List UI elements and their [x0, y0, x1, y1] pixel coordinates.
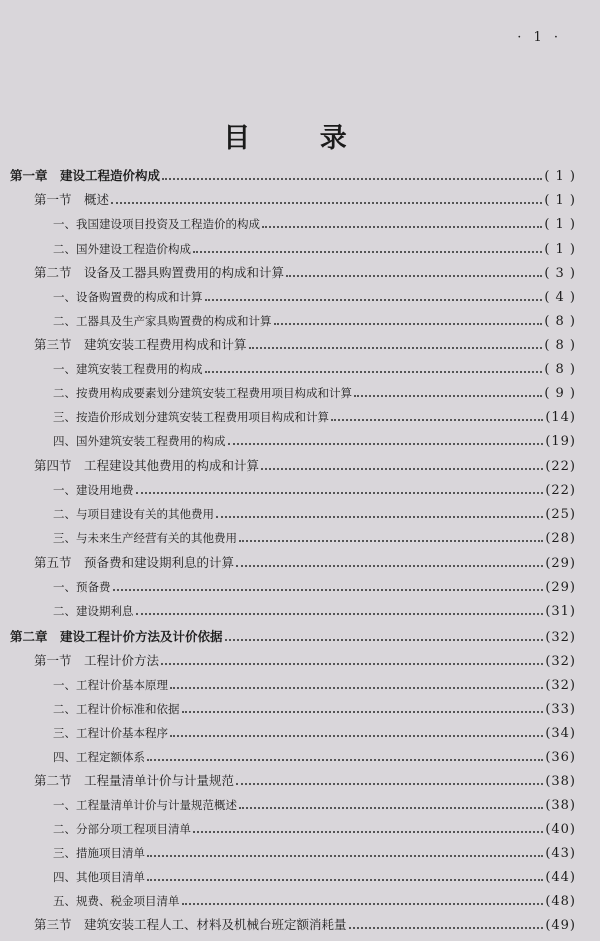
dot-leader: [239, 795, 543, 809]
toc-entry-title: 一、工程计价基本原理: [53, 678, 168, 692]
toc-entry-title: 一、预备费: [53, 580, 111, 594]
dot-leader: [249, 335, 543, 349]
toc-entry-section: [34, 189, 576, 211]
toc-entry-title: 二、按费用构成要素划分建筑安装工程费用项目构成和计算: [53, 386, 352, 400]
toc-entry-page: ( 8 ): [544, 338, 576, 353]
toc-entry-title: 二、与项目建设有关的其他费用: [53, 507, 214, 521]
toc-entry-title: 一、设备购置费的构成和计算: [53, 290, 203, 304]
toc-entry-page: (34): [545, 726, 576, 741]
toc-entry-page: (36): [545, 750, 576, 765]
dot-leader: [239, 528, 543, 542]
toc-entry-page: (38): [545, 774, 576, 789]
page-number: · 1 ·: [517, 30, 562, 45]
toc-entry-page: (43): [545, 846, 576, 861]
dot-leader: [236, 771, 543, 785]
toc-entry-title: 第二节 设备及工器具购置费用的构成和计算: [34, 265, 285, 280]
toc-entry-page: (28): [545, 531, 576, 546]
dot-leader: [193, 819, 543, 833]
toc-entry-page: ( 1 ): [544, 242, 576, 257]
dot-leader: [162, 166, 542, 180]
dot-leader: [170, 723, 543, 737]
toc-entry-page: (33): [545, 702, 576, 717]
toc-entry-item: [53, 698, 576, 720]
toc-entry-page: (38): [545, 798, 576, 813]
toc-entry-title: 二、建设期利息: [53, 604, 134, 618]
dot-leader: [286, 263, 542, 277]
toc-entry-title: 一、工程量清单计价与计量规范概述: [53, 798, 237, 812]
toc-entry-title: 二、工器具及生产家具购置费的构成和计算: [53, 314, 272, 328]
toc-entry-title: 三、工程计价基本程序: [53, 726, 168, 740]
toc-entry-title: 第三节 建筑安装工程人工、材料及机械台班定额消耗量: [34, 917, 347, 932]
dot-leader: [193, 239, 542, 253]
toc-entry-item: [53, 358, 576, 380]
dot-leader: [147, 867, 543, 881]
toc-entry-title: 三、措施项目清单: [53, 846, 145, 860]
toc-entry-page: (32): [545, 654, 576, 669]
page-title: 目 录: [223, 123, 377, 154]
dot-leader: [349, 915, 544, 929]
toc-entry-page: (44): [545, 870, 576, 885]
toc-entry-item: [53, 818, 576, 840]
toc-entry-page: ( 1 ): [544, 217, 576, 232]
dot-leader: [136, 480, 544, 494]
toc-entry-section: [34, 650, 576, 672]
toc-entry-item: [53, 527, 576, 549]
toc-entry-item: [53, 430, 576, 452]
toc-entry-section: [34, 914, 576, 936]
toc-entry-title: 四、国外建筑安装工程费用的构成: [53, 434, 226, 448]
toc-entry-title: 四、工程定额体系: [53, 750, 145, 764]
dot-leader: [216, 504, 543, 518]
dot-leader: [331, 407, 543, 421]
dot-leader: [274, 311, 543, 325]
toc-entry-page: (32): [545, 678, 576, 693]
toc-entry-section: [34, 262, 576, 284]
dot-leader: [262, 214, 542, 228]
toc-entry-item: [53, 722, 576, 744]
toc-entry-title: 第一章 建设工程造价构成: [10, 168, 161, 183]
toc-entry-title: 二、工程计价标准和依据: [53, 702, 180, 716]
toc-entry-page: (32): [545, 630, 576, 645]
toc-entry-item: [53, 503, 576, 525]
toc-entry-title: 四、其他项目清单: [53, 870, 145, 884]
toc-entry-item: [53, 382, 576, 404]
toc-entry-page: (29): [545, 580, 576, 595]
toc-entry-title: 第五节 预备费和建设期利息的计算: [34, 555, 235, 570]
toc-entry-title: 一、我国建设项目投资及工程造价的构成: [53, 217, 260, 231]
dot-leader: [205, 359, 543, 373]
toc-entry-title: 一、建设用地费: [53, 483, 134, 497]
dot-leader: [205, 287, 543, 301]
dot-leader: [354, 383, 542, 397]
toc-entry-item: [53, 286, 576, 308]
toc-entry-section: [34, 334, 576, 356]
toc-entry-title: 二、分部分项工程项目清单: [53, 822, 191, 836]
toc-entry-page: (22): [545, 459, 576, 474]
dot-leader: [113, 577, 544, 591]
toc-entry-page: (40): [545, 822, 576, 837]
toc-entry-item: [53, 213, 576, 235]
toc-entry-item: [53, 479, 576, 501]
toc-entry-title: 第四节 工程建设其他费用的构成和计算: [34, 458, 260, 473]
toc-entry-title: 二、国外建设工程造价构成: [53, 242, 191, 256]
dot-leader: [147, 747, 543, 761]
toc-entry-title: 第三节 建筑安装工程费用构成和计算: [34, 337, 247, 352]
toc-entry-page: (31): [545, 604, 576, 619]
toc-entry-item: [53, 842, 576, 864]
dot-leader: [136, 601, 544, 615]
toc-entry-item: [53, 746, 576, 768]
toc-entry-page: (48): [545, 894, 576, 909]
toc-entry-page: ( 9 ): [544, 386, 576, 401]
toc-entry-item: [53, 406, 576, 428]
toc-entry-page: (14): [545, 410, 576, 425]
toc-entry-title: 三、按造价形成划分建筑安装工程费用项目构成和计算: [53, 410, 329, 424]
dot-leader: [225, 627, 544, 641]
toc-entry-title: 第二节 工程量清单计价与计量规范: [34, 773, 235, 788]
dot-leader: [182, 891, 544, 905]
toc-entry-page: (29): [545, 556, 576, 571]
toc-entry-section: [34, 455, 576, 477]
toc-entry-title: 三、与未来生产经营有关的其他费用: [53, 531, 237, 545]
toc-entry-page: (49): [545, 918, 576, 933]
toc-entry-section: [34, 552, 576, 574]
toc-entry-item: [53, 600, 576, 622]
toc-entry-page: ( 8 ): [544, 362, 576, 377]
toc-entry-page: ( 1 ): [544, 169, 576, 184]
toc-entry-item: [53, 890, 576, 912]
toc-entry-page: (19): [545, 434, 576, 449]
toc-entry-title: 一、建筑安装工程费用的构成: [53, 362, 203, 376]
toc-entry-item: [53, 674, 576, 696]
toc-entry-title: 第二章 建设工程计价方法及计价依据: [10, 629, 223, 644]
dot-leader: [161, 651, 543, 665]
toc-entry-title: 五、规费、税金项目清单: [53, 894, 180, 908]
toc-entry-page: ( 3 ): [544, 266, 576, 281]
toc-entry-title: 第一节 概述: [34, 192, 110, 207]
toc-entry-item: [53, 866, 576, 888]
toc-entry-chapter: [10, 165, 576, 187]
dot-leader: [111, 190, 542, 204]
toc-entry-item: [53, 238, 576, 260]
toc-entry-title: 第一节 工程计价方法: [34, 653, 160, 668]
toc-entry-page: (22): [545, 483, 576, 498]
dot-leader: [236, 553, 543, 567]
toc-entry-section: [34, 770, 576, 792]
toc-entry-item: [53, 310, 576, 332]
dot-leader: [261, 456, 543, 470]
toc-entry-page: (25): [545, 507, 576, 522]
dot-leader: [170, 675, 543, 689]
toc-entry-page: ( 4 ): [544, 290, 576, 305]
toc-entry-item: [53, 794, 576, 816]
toc-entry-page: ( 1 ): [544, 193, 576, 208]
dot-leader: [182, 699, 544, 713]
toc-entry-page: ( 8 ): [544, 314, 576, 329]
dot-leader: [147, 843, 543, 857]
toc-entry-item: [53, 576, 576, 598]
dot-leader: [228, 431, 544, 445]
toc-entry-chapter: [10, 626, 576, 648]
